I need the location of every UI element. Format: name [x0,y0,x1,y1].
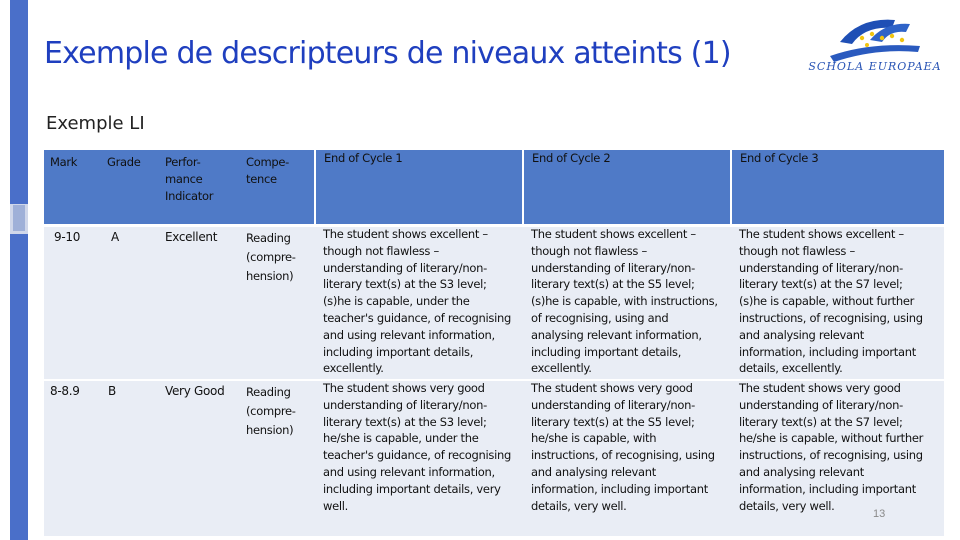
row-cycle2-descriptor: The student shows excellent – though not flawless – understanding of literary/non- literary text(s) at the S5 level; (s)he is capable, with instructions, of recognising, using and analysing relevant information, including important details, excellently. [531,227,718,376]
row-grade: B [108,384,116,398]
row-cycle1-descriptor: The student shows very good understanding of literary/non- literary text(s) at the S3 level; he/she is capable, under the teacher's guidance, of recognising and using relevant information, including important details, very well. [323,381,511,513]
row-mark: 8-8.9 [50,384,80,398]
page-subtitle: Exemple LI [46,113,145,134]
row-grade: A [111,230,119,244]
row-cycle2-descriptor: The student shows very good understanding of literary/non- literary text(s) at the S5 level; he/she is capable, with instructions, of recognising, using and analysing relevant information, including important details, very well. [531,381,715,513]
header-mark: Mark [50,155,78,169]
row-competence: Reading (compre- hension) [246,385,296,437]
row-cycle3-descriptor: The student shows excellent – though not flawless – understanding of literary/non- literary text(s) at the S7 level; (s)he is capable, without further instructions, of recognising, using and analysing relevant information, including important details, excellently. [739,227,923,376]
page-title: Exemple de descripteurs de niveaux atteints (1) [44,36,731,71]
row-cycle3-descriptor: The student shows very good understanding of literary/non- literary text(s) at the S7 level; he/she is capable, without further instructions, of recognising, using and analysing relevant information, including important details, very well. [739,381,924,513]
row-performance: Very Good [165,384,225,398]
descriptor-table [44,150,944,536]
header-grade: Grade [107,155,141,169]
logo-text: SCHOLA EUROPAEA [808,60,942,73]
header-end-of-cycle-2: End of Cycle 2 [532,151,611,165]
page-number: 13 [873,508,886,520]
header-performance-indicator: Perfor- mance Indicator [165,155,214,203]
row-mark: 9-10 [54,230,81,244]
header-end-of-cycle-1: End of Cycle 1 [324,151,403,165]
left-accent-bar [10,0,28,540]
row-competence: Reading (compre- hension) [246,231,296,283]
row-performance: Excellent [165,230,218,244]
header-end-of-cycle-3: End of Cycle 3 [740,151,819,165]
schola-europaea-logo [800,12,950,82]
header-competence: Compe- tence [246,155,289,186]
row-cycle1-descriptor: The student shows excellent – though not flawless – understanding of literary/non- literary text(s) at the S3 level; (s)he is capable, under the teacher's guidance, of recognising and using relevant information, including important details, excellently. [323,227,511,376]
left-bar-segment-inner [13,205,25,231]
